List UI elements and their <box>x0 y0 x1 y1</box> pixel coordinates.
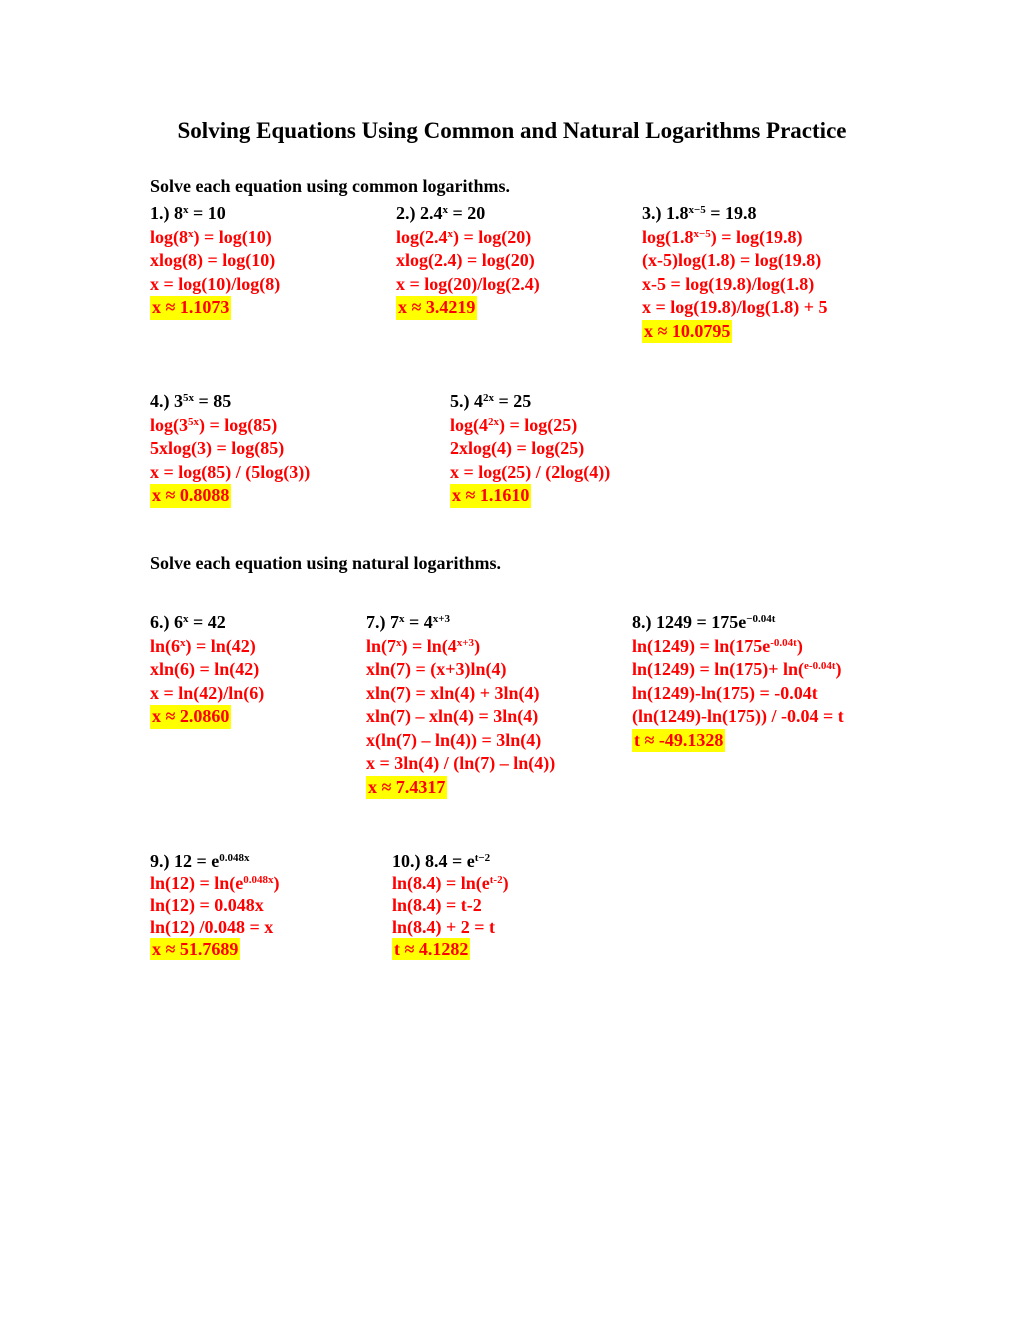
solution-step <box>632 682 844 706</box>
problem-1 <box>150 202 280 320</box>
text-segment: ) = log(19.8) <box>710 226 803 247</box>
problem-equation <box>150 611 264 635</box>
exponent: x <box>396 636 402 649</box>
exponent: x <box>442 204 448 216</box>
problem-equation <box>450 390 610 414</box>
text-segment: ) = log(10) <box>193 226 272 247</box>
text-segment: = 20 <box>448 203 486 223</box>
text-segment: xln(7) – xln(4) = 3ln(4) <box>366 706 539 726</box>
text-segment: x = 3ln(4) / (ln(7) – ln(4)) <box>366 753 556 773</box>
text-segment: ) = ln(42) <box>185 635 256 656</box>
text-segment: x = log(85) / (5log(3)) <box>150 461 311 482</box>
problem-equation <box>642 202 828 226</box>
solution-step <box>150 635 264 659</box>
problem-equation <box>392 850 509 872</box>
problem-8 <box>632 611 844 752</box>
solution-step <box>450 461 610 485</box>
exponent: x <box>399 613 405 625</box>
text-segment: = 10 <box>188 203 226 223</box>
solution-step <box>642 273 828 297</box>
text-segment: x = log(10)/log(8) <box>150 273 281 294</box>
solution-step <box>632 635 844 659</box>
answer-row <box>150 484 310 508</box>
highlighted-answer: x ≈ 51.7689 <box>152 939 239 959</box>
solution-step <box>366 705 555 729</box>
highlighted-answer: x ≈ 7.4317 <box>366 776 447 800</box>
highlighted-answer: x ≈ 1.1073 <box>150 296 231 320</box>
text-segment: 5xlog(3) = log(85) <box>150 438 285 458</box>
exponent: 2x <box>483 392 494 404</box>
text-segment: x-5 = log(19.8)/log(1.8) <box>642 273 815 294</box>
text-segment: ) <box>502 873 509 893</box>
answer-row <box>150 938 280 960</box>
problem-equation <box>396 202 540 226</box>
solution-step <box>642 249 828 273</box>
text-segment: 3.) 1.8 <box>642 203 689 223</box>
solution-step <box>366 729 555 753</box>
text-segment: 7.) 7 <box>366 612 399 632</box>
solution-step <box>632 658 844 682</box>
solution-step <box>396 273 540 297</box>
page-title: Solving Equations Using Common and Natural Logarithms Practice <box>177 118 847 143</box>
answer-row <box>450 484 610 508</box>
problem-equation <box>366 611 555 635</box>
exponent: t−2 <box>474 852 491 864</box>
highlighted-answer: t ≈ -49.1328 <box>632 729 725 753</box>
solution-step <box>150 273 280 297</box>
section-heading-common: Solve each equation using common logarithms. <box>150 176 511 196</box>
text-segment: = 4 <box>404 612 433 632</box>
solution-step <box>150 249 280 273</box>
text-segment: 9.) 12 = e <box>150 851 220 871</box>
answer-row <box>150 296 280 320</box>
exponent: x−5 <box>693 227 711 240</box>
text-segment: xln(6) = ln(42) <box>150 659 260 679</box>
solution-step <box>392 872 509 894</box>
text-segment: 8.) 1249 = 175e <box>632 612 747 632</box>
problem-equation <box>150 390 310 414</box>
text-segment: log(8 <box>150 226 188 247</box>
highlighted-answer: t ≈ 4.1282 <box>394 939 469 959</box>
solution-step <box>150 461 310 485</box>
problem-equation <box>150 202 280 226</box>
solution-step <box>150 894 280 916</box>
text-segment: ln(1249) = ln(175e <box>632 635 771 656</box>
exponent: 5x <box>183 392 194 404</box>
text-segment: 10.) 8.4 = e <box>392 851 475 871</box>
solution-step <box>450 414 610 438</box>
problem-equation <box>150 850 280 872</box>
solution-step <box>150 872 280 894</box>
highlighted-answer: x ≈ 2.0860 <box>150 705 231 729</box>
text-segment: = 19.8 <box>705 203 757 223</box>
solution-step <box>396 249 540 273</box>
exponent: 5x <box>188 415 199 428</box>
text-segment: (ln(1249)-ln(175)) / -0.04 = t <box>632 706 844 726</box>
text-segment: ) = ln(4 <box>401 635 457 656</box>
text-segment: log(2.4 <box>396 226 448 247</box>
solution-step <box>396 226 540 250</box>
text-segment: log(4 <box>450 414 488 435</box>
text-segment: ln(12) = ln(e <box>150 873 244 893</box>
problem-9 <box>150 850 280 960</box>
solution-step <box>392 894 509 916</box>
solution-step <box>392 916 509 938</box>
exponent: x <box>447 227 453 240</box>
solution-step <box>366 635 555 659</box>
exponent: x <box>188 227 194 240</box>
exponent: x <box>183 613 189 625</box>
answer-row <box>366 776 555 800</box>
text-segment: ) = log(20) <box>453 226 532 247</box>
problem-equation <box>632 611 844 635</box>
text-segment: x = log(19.8)/log(1.8) + 5 <box>642 297 828 317</box>
solution-step <box>642 296 828 320</box>
text-segment: ln(1249)-ln(175) = -0.04t <box>632 682 818 703</box>
text-segment: 5.) 4 <box>450 391 483 411</box>
text-segment: log(3 <box>150 414 188 435</box>
text-segment: = 42 <box>188 612 226 632</box>
solution-step <box>150 658 264 682</box>
text-segment: xln(7) = xln(4) + 3ln(4) <box>366 682 540 703</box>
problem-4 <box>150 390 310 508</box>
text-segment: x = log(20)/log(2.4) <box>396 273 540 294</box>
problem-3 <box>642 202 828 343</box>
exponent: 0.048x <box>219 852 250 864</box>
exponent: t-2 <box>489 874 503 886</box>
exponent: -0.04t <box>770 636 797 649</box>
highlighted-answer: x ≈ 10.0795 <box>642 320 732 344</box>
highlighted-answer: x ≈ 0.8088 <box>150 484 231 508</box>
text-segment: ln(12) /0.048 = x <box>150 917 274 937</box>
text-segment: 4.) 3 <box>150 391 183 411</box>
text-segment: xln(7) = (x+3)ln(4) <box>366 659 507 679</box>
highlighted-answer: x ≈ 1.1610 <box>450 484 531 508</box>
exponent: x+3 <box>456 636 475 649</box>
text-segment: (x-5)log(1.8) = log(19.8) <box>642 250 822 270</box>
solution-step <box>450 437 610 461</box>
answer-row <box>632 729 844 753</box>
text-segment: ln(12) = 0.048x <box>150 895 264 915</box>
text-segment: xlog(2.4) = log(20) <box>396 250 535 270</box>
text-segment: 1.) 8 <box>150 203 183 223</box>
text-segment: ) <box>796 635 803 656</box>
solution-step <box>150 437 310 461</box>
text-segment: ) = log(25) <box>499 414 578 435</box>
text-segment: ln(7 <box>366 635 397 656</box>
exponent: 2x <box>488 415 499 428</box>
text-segment: 2.) 2.4 <box>396 203 443 223</box>
text-segment: ln(8.4) = t-2 <box>392 895 482 915</box>
text-segment: ) <box>273 873 280 893</box>
text-segment: x = ln(42)/ln(6) <box>150 682 265 703</box>
text-segment: ) <box>474 635 481 656</box>
answer-row <box>150 705 264 729</box>
exponent: x <box>180 636 186 649</box>
solution-step <box>642 226 828 250</box>
text-segment: log(1.8 <box>642 226 694 247</box>
section-heading-natural: Solve each equation using natural logarithms. <box>150 553 502 573</box>
text-segment: ln(6 <box>150 635 181 656</box>
answer-row <box>396 296 540 320</box>
problem-5 <box>450 390 610 508</box>
text-segment: xlog(8) = log(10) <box>150 250 276 270</box>
solution-step <box>150 226 280 250</box>
text-segment: 2xlog(4) = log(25) <box>450 438 585 458</box>
problem-6 <box>150 611 264 729</box>
text-segment: x(ln(7) – ln(4)) = 3ln(4) <box>366 729 542 750</box>
answer-row <box>392 938 509 960</box>
solution-step <box>366 682 555 706</box>
text-segment: ) <box>835 659 842 679</box>
solution-step <box>366 752 555 776</box>
exponent: 0.048x <box>243 874 274 886</box>
text-segment: x = log(25) / (2log(4)) <box>450 461 611 482</box>
text-segment: ) = log(85) <box>199 414 278 435</box>
text-segment: ln(8.4) = ln(e <box>392 873 490 893</box>
problem-2 <box>396 202 540 320</box>
text-segment: = 85 <box>194 391 232 411</box>
text-segment: ln(1249) = ln(175)+ ln( <box>632 659 805 679</box>
solution-step <box>150 916 280 938</box>
solution-step <box>150 682 264 706</box>
problem-7 <box>366 611 555 799</box>
exponent: −0.04t <box>746 613 776 625</box>
solution-step <box>366 658 555 682</box>
solution-step <box>150 414 310 438</box>
exponent: x+3 <box>432 613 451 625</box>
text-segment: 6.) 6 <box>150 612 183 632</box>
solution-step <box>632 705 844 729</box>
text-segment: = 25 <box>494 391 532 411</box>
exponent: x−5 <box>688 204 706 216</box>
text-segment: ln(8.4) + 2 = t <box>392 917 496 937</box>
answer-row <box>642 320 828 344</box>
exponent: e-0.04t <box>804 660 836 672</box>
exponent: x <box>183 204 189 216</box>
problem-10 <box>392 850 509 960</box>
highlighted-answer: x ≈ 3.4219 <box>396 296 477 320</box>
